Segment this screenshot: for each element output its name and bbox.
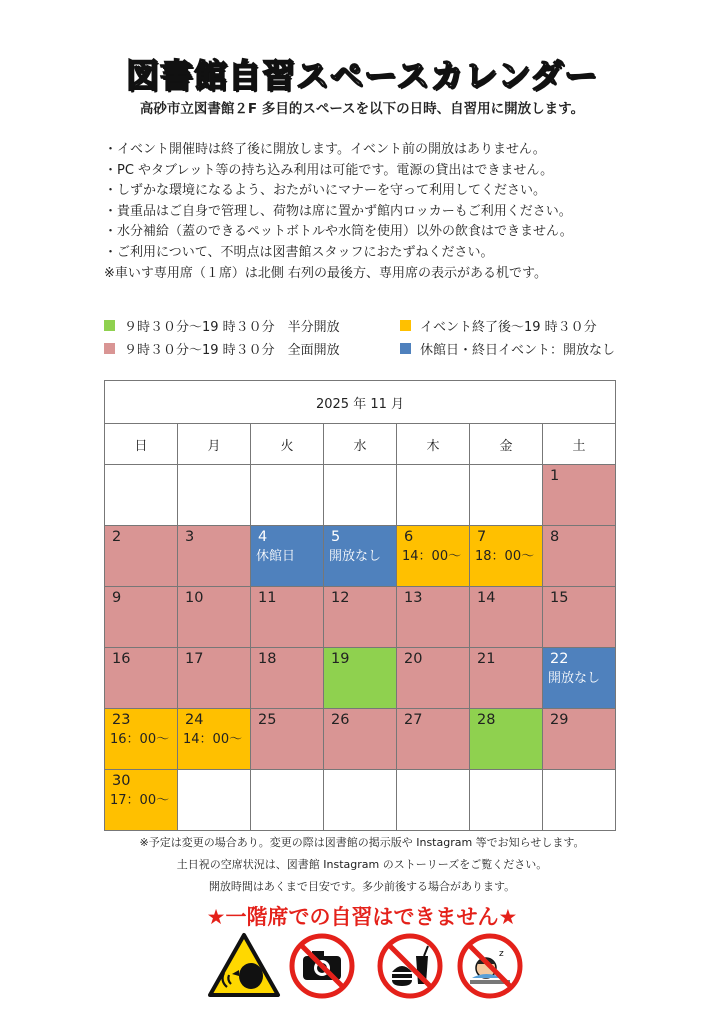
calendar-day-cell: [470, 587, 543, 648]
calendar-day-cell: [178, 587, 251, 648]
day-number: 11: [258, 590, 277, 606]
rule-item: ・イベント開催時は終了後に開放します。イベント前の開放はありません。: [104, 142, 546, 157]
weekday-fri: 金: [470, 424, 543, 465]
day-number: 6: [404, 529, 414, 545]
rule-item: ・しずかな環境になるよう、おたがいにマナーを守って利用してください。: [104, 183, 547, 199]
calendar-day-cell: [470, 526, 543, 587]
calendar-day-cell: [324, 709, 397, 770]
no-food-drink-icon: [376, 932, 444, 1000]
weekday-sun: 日: [105, 424, 178, 465]
calendar-empty-cell: [178, 465, 251, 526]
calendar-day-cell: [178, 709, 251, 770]
day-number: 22: [550, 651, 569, 667]
calendar-day-cell: [324, 648, 397, 709]
calendar-day-cell: [397, 587, 470, 648]
calendar-day-cell: [105, 770, 178, 831]
calendar-day-cell: [324, 526, 397, 587]
no-sleeping-icon: [456, 932, 524, 1000]
day-number: 29: [550, 712, 569, 728]
day-number: 13: [404, 590, 423, 606]
day-number: 23: [112, 712, 131, 728]
calendar-day-cell: [178, 526, 251, 587]
day-number: 28: [477, 712, 496, 728]
calendar-week-row: [105, 709, 616, 770]
calendar-day-cell: [105, 587, 178, 648]
day-number: 14: [477, 590, 496, 606]
calendar-day-cell: [397, 709, 470, 770]
footnotes: [0, 832, 724, 898]
calendar-empty-cell: [397, 465, 470, 526]
rule-item: ・貴重品はご自身で管理し、荷物は席に置かず館内ロッカーもご利用ください。: [104, 203, 572, 219]
calendar-week-row: [105, 770, 616, 831]
ban-notice: ★一階席での自習はできません★: [206, 905, 518, 929]
legend-item-after-event: [400, 316, 597, 335]
day-number: 5: [331, 529, 341, 545]
rule-item: ・水分補給（蓋のできるペットボトルや水筒を使用）以外の飲食はできません。: [104, 224, 573, 240]
calendar-empty-cell: [251, 770, 324, 831]
svg-text:z: z: [499, 949, 504, 959]
day-note: 休館日: [256, 549, 296, 564]
legend-swatch: [104, 343, 115, 354]
day-number: 15: [550, 590, 569, 606]
day-number: 9: [112, 590, 122, 606]
weekday-header-row: [105, 424, 616, 465]
calendar-day-cell: [105, 709, 178, 770]
legend-label: 休館日・終日イベント：開放なし: [420, 343, 616, 358]
calendar-day-cell: [470, 648, 543, 709]
day-number: 3: [185, 529, 195, 545]
calendar-day-cell: [397, 526, 470, 587]
calendar-empty-cell: [105, 465, 178, 526]
day-number: 27: [404, 712, 423, 728]
calendar-empty-cell: [397, 770, 470, 831]
footnote: 土日祝の空席状況は、図書館 Instagram のストーリーズをご覧ください。: [176, 858, 548, 871]
calendar-day-cell: [251, 587, 324, 648]
weekday-mon: 月: [178, 424, 251, 465]
day-note: 17：00～: [110, 793, 170, 808]
day-number: 19: [331, 651, 350, 667]
calendar-day-cell: [105, 526, 178, 587]
calendar-day-cell: [178, 648, 251, 709]
legend-item-half-open: [104, 316, 340, 335]
day-number: 26: [331, 712, 350, 728]
legend-swatch: [104, 320, 115, 331]
calendar-empty-cell: [324, 770, 397, 831]
calendar-week-row: [105, 587, 616, 648]
legend-label: ９時３０分～19 時３０分 半分開放: [124, 320, 340, 335]
calendar-week-row: [105, 465, 616, 526]
calendar-month-label: 2025 年 11 月: [105, 381, 616, 424]
calendar-day-cell: [324, 587, 397, 648]
legend-swatch: [400, 343, 411, 354]
day-number: 21: [477, 651, 496, 667]
calendar-day-cell: [251, 648, 324, 709]
day-number: 20: [404, 651, 423, 667]
no-camera-icon: [288, 932, 356, 1000]
calendar-empty-cell: [470, 465, 543, 526]
legend-label: イベント終了後～19 時３０分: [420, 320, 597, 335]
day-number: 4: [258, 529, 268, 545]
calendar-empty-cell: [178, 770, 251, 831]
rule-item: ・ご利用について、不明点は図書館スタッフにおたずねください。: [104, 244, 494, 260]
calendar-day-cell: [251, 526, 324, 587]
calendar-day-cell: [251, 709, 324, 770]
footnote: ※予定は変更の場合あり。変更の際は図書館の掲示版や Instagram 等でお知らせします。: [139, 836, 585, 849]
day-number: 18: [258, 651, 277, 667]
legend-swatch: [400, 320, 411, 331]
wheelchair-note: ※車いす専用席（１席）は北側 右列の最後方、専用席の表示がある机です。: [104, 265, 547, 281]
day-number: 7: [477, 529, 487, 545]
weekday-tue: 火: [251, 424, 324, 465]
day-note: 16：00～: [110, 732, 170, 747]
calendar-body: [105, 465, 616, 831]
legend-item-full-open: [104, 339, 340, 358]
calendar-table: [104, 380, 616, 831]
calendar-empty-cell: [470, 770, 543, 831]
calendar-week-row: [105, 526, 616, 587]
calendar-day-cell: [543, 587, 616, 648]
day-number: 16: [112, 651, 131, 667]
calendar-day-cell: [105, 648, 178, 709]
page-title: 図書館自習スペースカレンダー: [125, 56, 599, 95]
legend-item-closed: [400, 339, 615, 358]
day-number: 30: [112, 773, 131, 789]
day-number: 12: [331, 590, 350, 606]
day-note: 14：00～: [402, 549, 462, 564]
day-note: 開放なし: [548, 671, 601, 686]
day-number: 2: [112, 529, 122, 545]
calendar-day-cell: [543, 465, 616, 526]
no-talking-icon: [207, 932, 281, 998]
day-note: 開放なし: [329, 549, 382, 564]
rules-list: [104, 140, 704, 284]
page-subtitle: 高砂市立図書館２F 多目的スペースを以下の日時、自習用に開放します。: [139, 101, 585, 117]
calendar-day-cell: [543, 526, 616, 587]
day-number: 17: [185, 651, 204, 667]
weekday-wed: 水: [324, 424, 397, 465]
rule-item: ・PC やタブレット等の持ち込み利用は可能です。電源の貸出はできません。: [104, 162, 554, 178]
weekday-thu: 木: [397, 424, 470, 465]
calendar-day-cell: [397, 648, 470, 709]
calendar-empty-cell: [251, 465, 324, 526]
day-number: 10: [185, 590, 204, 606]
calendar-empty-cell: [324, 465, 397, 526]
day-note: 18：00～: [475, 549, 535, 564]
day-note: 14：00～: [183, 732, 243, 747]
day-number: 24: [185, 712, 204, 728]
day-number: 8: [550, 529, 560, 545]
calendar-day-cell: [543, 709, 616, 770]
weekday-sat: 土: [543, 424, 616, 465]
legend-label: ９時３０分～19 時３０分 全面開放: [124, 343, 340, 358]
calendar-day-cell: [470, 709, 543, 770]
day-number: 1: [550, 468, 560, 484]
day-number: 25: [258, 712, 277, 728]
calendar-day-cell: [543, 648, 616, 709]
footnote: 開放時間はあくまで目安です。多少前後する場合があります。: [208, 880, 516, 893]
calendar-empty-cell: [543, 770, 616, 831]
calendar-week-row: [105, 648, 616, 709]
